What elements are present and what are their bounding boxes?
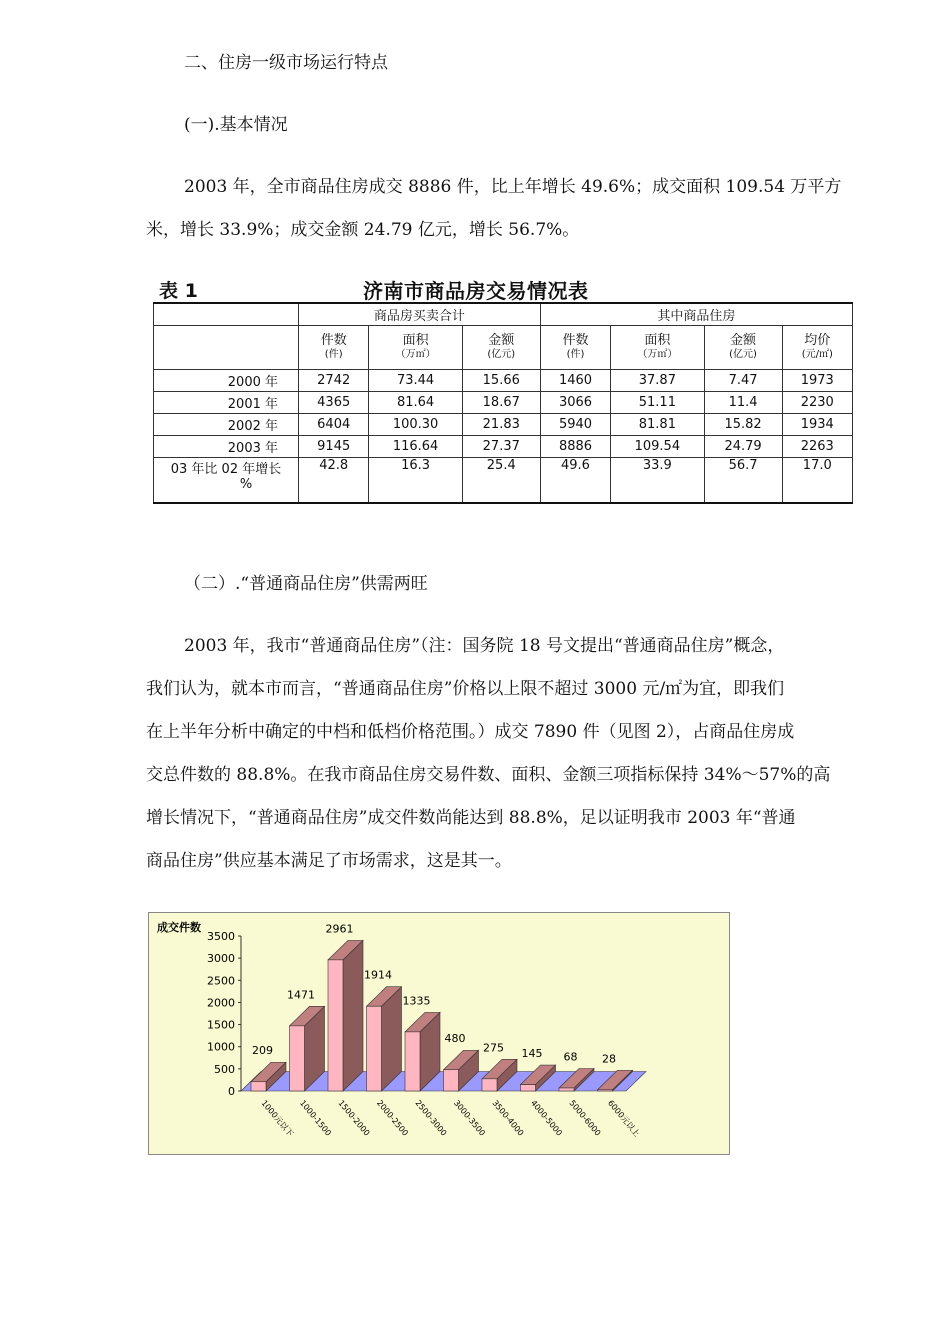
table-cell: 6404	[299, 414, 369, 436]
x-tick-label: 2000-2500	[374, 1098, 410, 1138]
table-cell: 16.3	[369, 458, 462, 504]
table-cell: 18.67	[462, 392, 540, 414]
data-label: 209	[252, 1044, 273, 1058]
column-header: 面积 （万㎡）	[369, 326, 462, 370]
y-tick-label: 0	[228, 1085, 235, 1098]
paragraph-1-line-1: 2003 年，全市商品住房成交 8886 件，比上年增长 49.6%；成交面积 109.54 万平方	[184, 177, 842, 197]
data-label: 2961	[325, 922, 354, 936]
x-tick-label: 4000-5000	[528, 1098, 564, 1138]
price-range-bar-chart	[148, 912, 730, 1155]
table-row	[154, 436, 853, 458]
paragraph-1-line-2: 米，增长 33.9%；成交金额 24.79 亿元，增长 56.7%。	[146, 220, 580, 240]
table-cell: 42.8	[299, 458, 369, 504]
table-column-header-row	[154, 326, 853, 370]
group-header-residential: 其中商品住房	[540, 303, 852, 326]
column-header: 件数 (件)	[540, 326, 610, 370]
bar	[405, 1032, 420, 1091]
data-label: 1914	[364, 968, 392, 982]
data-label: 1471	[287, 988, 315, 1002]
data-label: 1335	[402, 994, 431, 1008]
table-cell: 2742	[299, 370, 369, 392]
x-tick-label: 1000元以下	[259, 1098, 295, 1139]
table-title: 济南市商品房交易情况表	[363, 279, 589, 303]
group-header-total: 商品房买卖合计	[299, 303, 541, 326]
table-cell: 24.79	[704, 436, 782, 458]
table-cell: 116.64	[369, 436, 462, 458]
table-cell: 9145	[299, 436, 369, 458]
paragraph-2-line-2: 我们认为，就本市而言，“普通商品住房”价格以上限不超过 3000 元/㎡为宜，即我们	[146, 679, 785, 699]
growth-row-label: 03 年比 02 年增长 %	[154, 458, 299, 504]
y-tick-label: 3000	[207, 952, 235, 966]
subsection-heading-supply: （二）.“普通商品住房”供需两旺	[184, 574, 428, 594]
table-cell: 2263	[782, 436, 852, 458]
trade-table	[153, 302, 853, 504]
table-cell: 5940	[540, 414, 610, 436]
y-tick-label: 3500	[207, 930, 235, 943]
table-cell: 15.82	[704, 414, 782, 436]
y-axis-label: 成交件数	[157, 921, 201, 934]
y-tick-label: 1000	[207, 1040, 235, 1054]
x-tick-label: 1500-2000	[336, 1098, 372, 1138]
row-year: 2003 年	[154, 436, 299, 458]
table-cell: 15.66	[462, 370, 540, 392]
table-cell: 1460	[540, 370, 610, 392]
table-cell: 49.6	[540, 458, 610, 504]
x-tick-label: 6000元以上	[605, 1098, 642, 1139]
table-cell: 4365	[299, 392, 369, 414]
table-cell: 21.83	[462, 414, 540, 436]
row-year: 2001 年	[154, 392, 299, 414]
paragraph-2-line-5: 增长情况下，“普通商品住房”成交件数尚能达到 88.8%，足以证明我市 2003 年“普通	[146, 808, 796, 828]
table-cell: 7.47	[704, 370, 782, 392]
trade-table-block	[153, 272, 856, 506]
table-cell: 1934	[782, 414, 852, 436]
column-header: 金额 (亿元)	[704, 326, 782, 370]
table-label: 表 1	[159, 280, 198, 302]
table-cell: 73.44	[369, 370, 462, 392]
bar	[598, 1090, 613, 1091]
bar	[251, 1082, 266, 1091]
data-label: 145	[521, 1047, 543, 1061]
bar	[559, 1088, 574, 1091]
x-tick-label: 1000-1500	[297, 1098, 333, 1138]
table-corner-cell	[154, 303, 299, 326]
paragraph-2-line-4: 交总件数的 88.8%。在我市商品住房交易件数、面积、金额三项指标保持 34%～57%的高	[146, 765, 831, 785]
row-year: 2000 年	[154, 370, 299, 392]
bar	[367, 1006, 382, 1091]
chart-canvas	[149, 913, 729, 1154]
bar	[290, 1026, 305, 1091]
table-row	[154, 392, 853, 414]
table-corner-cell-2	[154, 326, 299, 370]
paragraph-2-line-6: 商品住房”供应基本满足了市场需求，这是其一。	[146, 851, 512, 871]
data-label: 28	[602, 1052, 616, 1066]
x-tick-label: 3500-4000	[490, 1098, 526, 1138]
subsection-heading-basic: (一).基本情况	[184, 115, 288, 135]
table-cell: 1973	[782, 370, 852, 392]
bar	[521, 1085, 536, 1091]
table-cell: 81.81	[611, 414, 704, 436]
table-row	[154, 370, 853, 392]
bar-side	[343, 940, 363, 1091]
column-header: 金额 (亿元)	[462, 326, 540, 370]
table-cell: 81.64	[369, 392, 462, 414]
table-cell: 25.4	[462, 458, 540, 504]
table-cell: 56.7	[704, 458, 782, 504]
y-tick-label: 1500	[207, 1018, 235, 1032]
table-cell: 3066	[540, 392, 610, 414]
y-tick-label: 2500	[207, 974, 235, 988]
table-cell: 17.0	[782, 458, 852, 504]
table-cell: 27.37	[462, 436, 540, 458]
table-group-header-row	[154, 303, 853, 326]
y-tick-label: 2000	[207, 996, 235, 1010]
table-row	[154, 414, 853, 436]
column-header: 件数 (件)	[299, 326, 369, 370]
section-heading: 二、住房一级市场运行特点	[184, 53, 388, 73]
paragraph-2-line-3: 在上半年分析中确定的中档和低档价格范围。）成交 7890 件（见图 2），占商品住房成	[146, 722, 795, 742]
data-label: 275	[483, 1041, 504, 1055]
table-cell: 33.9	[611, 458, 704, 504]
column-header: 面积 （万㎡）	[611, 326, 704, 370]
bar	[482, 1079, 497, 1091]
table-growth-row	[154, 458, 853, 504]
table-cell: 109.54	[611, 436, 704, 458]
column-header: 均价 (元/㎡)	[782, 326, 852, 370]
y-tick-label: 500	[214, 1062, 235, 1076]
x-tick-label: 3000-3500	[451, 1098, 487, 1138]
table-cell: 37.87	[611, 370, 704, 392]
data-label: 480	[444, 1032, 466, 1046]
table-cell: 11.4	[704, 392, 782, 414]
bar	[328, 960, 343, 1091]
table-cell: 100.30	[369, 414, 462, 436]
row-year: 2002 年	[154, 414, 299, 436]
paragraph-2-line-1: 2003 年，我市“普通商品住房”（注：国务院 18 号文提出“普通商品住房”概念，	[184, 636, 785, 656]
bar	[444, 1070, 459, 1091]
table-cell: 8886	[540, 436, 610, 458]
table-cell: 51.11	[611, 392, 704, 414]
data-label: 68	[563, 1050, 578, 1064]
x-tick-label: 2500-3000	[413, 1098, 449, 1138]
table-cell: 2230	[782, 392, 852, 414]
x-tick-label: 5000-6000	[567, 1098, 603, 1138]
